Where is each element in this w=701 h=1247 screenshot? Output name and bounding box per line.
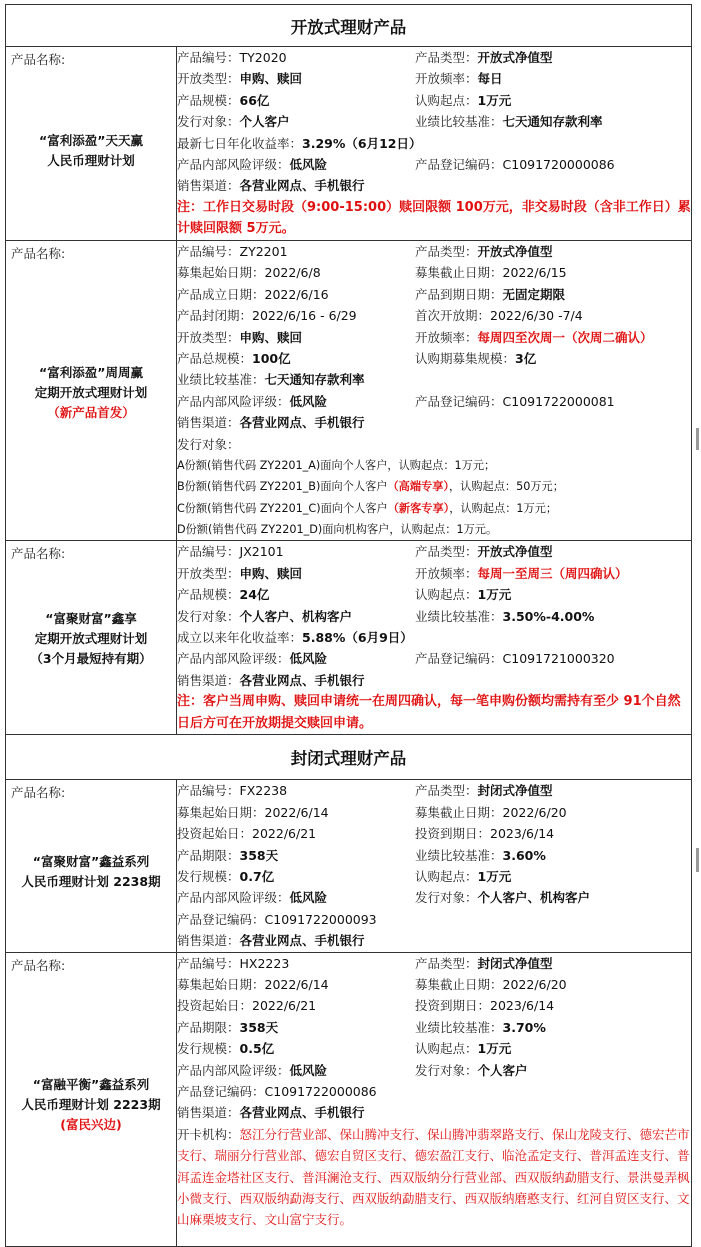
product-table [5,4,692,1247]
risk-value: 低风险 [289,393,328,409]
closed-value: 2022/6/16 - 6/29 [252,308,357,324]
product-note: 注：工作日交易时段（9:00-15:00）赎回限额 100万元，非交易时段（含非工作日）累计赎回限额 5万元。 [177,199,691,237]
product-note: 注：客户当周申购、赎回申请统一在周四确认，每一笔申购份额均需持有至少 91个自然日后方可在开放期提交赎回申请。 [177,694,681,731]
code-value: TY2020 [239,50,287,65]
raise-start-value: 2022/6/14 [264,976,329,992]
closed-label: 产品封闭期： [177,308,253,324]
raise-start-label: 募集起始日期： [177,976,265,992]
min-label: 认购起点： [415,869,478,885]
open-type-label: 开放类型： [177,329,240,345]
reg-label: 产品登记编码： [415,393,503,409]
reg-value: C1091722000093 [264,911,377,927]
freq-value: 每周一至周三（周四确认） [477,565,628,581]
invest-start-value: 2022/6/21 [252,998,317,1014]
invest-end-label: 投资到期日： [415,826,491,842]
reg-value: C1091722000081 [502,393,615,409]
scale-value: 0.7亿 [239,869,275,885]
product-name-line: 人民币理财计划 2223期 [21,1096,161,1112]
open-type-value: 申购、赎回 [239,565,303,581]
open-type-value: 申购、赎回 [239,329,303,345]
raise-end-label: 募集截止日期： [415,265,503,281]
code-value: HX2223 [239,955,290,971]
setup-value: 2022/6/16 [264,286,329,302]
min-label: 认购起点： [415,92,478,108]
code-label: 产品编号： [177,244,240,259]
bench-value: 七天通知存款利率 [264,372,365,388]
min-value: 1万元 [477,587,512,603]
freq-label: 开放频率： [415,565,478,581]
channel-value: 各营业网点、手机银行 [239,933,365,949]
product-name-line: （3个月最短持有期） [30,651,152,667]
product-info-cell [177,47,692,241]
open-type-label: 开放类型： [177,565,240,581]
risk-value: 低风险 [289,1062,328,1078]
product-name-cell [6,241,177,541]
product-name-label: 产品名称: [11,52,66,67]
raise-start-label: 募集起始日期： [177,265,265,281]
freq-label: 开放频率： [415,329,478,345]
product-name-cell [6,541,177,735]
share-text: ，认购起点：1万元； [449,501,558,515]
type-label: 产品类型： [415,544,478,560]
product-row-p4 [6,780,692,952]
target-value: 个人客户 [239,114,290,130]
code-label: 产品编号： [177,783,240,799]
period-scale-value: 3亿 [515,350,537,366]
term-label: 产品期限： [177,847,240,863]
bench-label: 业绩比较基准： [177,372,265,388]
scale-value: 24亿 [239,587,270,603]
yield-label: 最新七日年化收益率： [177,135,303,151]
type-label: 产品类型： [415,783,478,799]
code-label: 产品编号： [177,50,240,65]
scale-label: 产品总规模： [177,350,253,366]
code-label: 产品编号： [177,544,240,560]
freq-value: 每周四至次周一（次周二确认） [477,329,653,345]
product-name-line: “富利添盈”天天赢 [39,133,143,148]
reg-value: C1091722000086 [264,1083,377,1099]
share-text: D份额(销售代码 ZY2201_D)面向机构客户，认购起点：1万元。 [177,523,498,537]
product-name-line: 定期开放式理财计划 [34,385,148,400]
code-value: FX2238 [239,783,288,799]
term-value: 358天 [239,1019,279,1035]
type-label: 产品类型： [415,244,478,259]
target-label: 发行对象： [177,436,240,452]
product-name-label: 产品名称: [11,785,66,801]
raise-start-value: 2022/6/14 [264,804,329,820]
reg-label: 产品登记编码： [177,1083,265,1099]
expire-value: 无固定期限 [502,286,566,302]
freq-label: 开放频率： [415,71,478,87]
scale-value: 66亿 [239,92,270,108]
bench-value: 3.50%-4.00% [502,608,595,624]
target-label: 发行对象： [177,608,240,624]
type-value: 封闭式净值型 [477,955,553,971]
product-name-tag: （新产品首发） [47,405,135,420]
product-name [6,609,176,669]
target-value: 个人客户、机构客户 [239,608,353,624]
bench-value: 3.60% [502,847,546,863]
reg-label: 产品登记编码： [415,651,503,667]
share-line [177,498,691,519]
channel-label: 销售渠道： [177,672,240,688]
reg-value: C1091720000086 [502,156,615,172]
channel-label: 销售渠道： [177,178,240,194]
term-value: 358天 [239,847,279,863]
share-text: A份额(销售代码 ZY2201_A)面向个人客户，认购起点：1万元； [177,458,496,472]
risk-label: 产品内部风险评级： [177,393,290,409]
product-name-line: 人民币理财计划 [47,153,135,168]
first-open-value: 2022/6/30 -7/4 [490,308,583,324]
product-name-label: 产品名称: [11,246,66,261]
type-value: 开放式净值型 [477,50,553,65]
product-info-cell [177,780,692,952]
branch-values: 怒江分行营业部、保山腾冲支行、保山腾冲翡翠路支行、保山龙陵支行、德宏芒市支行、瑞丽分行营业部、德宏自贸区支行、德宏盈江支行、临沧孟定支行、普洱孟连支行、普洱孟连金塔社区支行、普洱澜沧支行、西双版纳分行营业部、西双版纳勐腊支行、景洪曼弄枫小微支行、西双版纳勐海支行、西双版纳勐腊支行、西双版纳磨憨支行、红河自贸区支行、文山麻栗坡支行、文山富宁支行。 [177,1126,690,1228]
reg-label: 产品登记编码： [415,156,503,172]
risk-value: 低风险 [289,156,328,172]
scale-value: 0.5亿 [239,1041,275,1057]
raise-end-value: 2022/6/15 [502,265,567,281]
product-name-cell [6,47,177,241]
freq-value: 每日 [477,71,503,87]
product-name-line: “富聚财富”鑫益系列 [32,854,150,870]
min-value: 1万元 [477,1041,512,1057]
raise-start-label: 募集起始日期： [177,804,265,820]
bench-label: 业绩比较基准： [415,114,503,130]
product-row-p2 [6,241,692,541]
product-name-cell [6,952,177,1246]
scale-label: 发行规模： [177,869,240,885]
product-row-p1 [6,47,692,241]
reg-label: 产品登记编码： [177,911,265,927]
channel-label: 销售渠道： [177,415,240,431]
bench-label: 业绩比较基准： [415,1019,503,1035]
share-tag: （新客专享） [387,501,450,515]
product-name-line: 定期开放式理财计划 [34,631,148,647]
invest-end-value: 2023/6/14 [490,998,555,1014]
bench-label: 业绩比较基准： [415,847,503,863]
invest-end-label: 投资到期日： [415,998,491,1014]
product-name-line: “富聚财富”鑫享 [45,611,137,627]
section-title-open: 开放式理财产品 [6,5,692,47]
product-info-cell [177,952,692,1246]
risk-label: 产品内部风险评级： [177,890,290,906]
risk-label: 产品内部风险评级： [177,1062,290,1078]
target-value: 个人客户、机构客户 [477,890,591,906]
min-label: 认购起点： [415,1041,478,1057]
type-value: 开放式净值型 [477,544,553,560]
invest-end-value: 2023/6/14 [490,826,555,842]
share-text: C份额(销售代码 ZY2201_C)面向个人客户 [177,501,388,515]
type-value: 开放式净值型 [477,244,553,259]
min-value: 1万元 [477,869,512,885]
raise-end-value: 2022/6/20 [502,804,567,820]
invest-start-label: 投资起始日： [177,826,253,842]
setup-label: 产品成立日期： [177,286,265,302]
target-label: 发行对象： [415,1062,478,1078]
raise-end-label: 募集截止日期： [415,804,503,820]
open-type-value: 申购、赎回 [239,71,303,87]
invest-start-label: 投资起始日： [177,998,253,1014]
open-type-label: 开放类型： [177,71,240,87]
min-value: 1万元 [477,92,512,108]
raise-end-value: 2022/6/20 [502,976,567,992]
code-label: 产品编号： [177,955,240,971]
product-row-p5 [6,952,692,1246]
type-label: 产品类型： [415,50,478,65]
risk-label: 产品内部风险评级： [177,156,290,172]
target-value: 个人客户 [477,1062,528,1078]
branch-label: 开卡机构： [177,1126,240,1142]
bench-value: 七天通知存款利率 [502,114,603,130]
yield-label: 成立以来年化收益率： [177,630,303,646]
share-tag: （高端专享） [387,480,449,494]
type-value: 封闭式净值型 [477,783,553,799]
scale-value: 100亿 [252,350,291,366]
product-table-document [5,4,691,1247]
product-name [6,131,176,171]
product-name [6,1075,176,1135]
scale-label: 产品规模： [177,587,240,603]
product-name [6,852,176,892]
bench-label: 业绩比较基准： [415,608,503,624]
channel-value: 各营业网点、手机银行 [239,1105,365,1121]
risk-label: 产品内部风险评级： [177,651,290,667]
bench-value: 3.70% [502,1019,546,1035]
product-name-label: 产品名称: [11,957,66,973]
product-info-cell [177,241,692,541]
expire-label: 产品到期日期： [415,286,503,302]
share-line [177,519,691,540]
channel-value: 各营业网点、手机银行 [239,672,365,688]
share-line [177,476,691,497]
channel-label: 销售渠道： [177,1105,240,1121]
first-open-label: 首次开放期： [415,308,491,324]
product-name-label: 产品名称: [11,546,66,562]
product-name-line: “富融平衡”鑫益系列 [32,1076,150,1092]
share-line [177,455,691,476]
product-info-cell [177,541,692,735]
risk-value: 低风险 [289,890,328,906]
min-label: 认购起点： [415,587,478,603]
scroll-marker [696,848,699,872]
yield-value: 5.88%（6月9日） [302,630,413,646]
reg-value: C1091721000320 [502,651,615,667]
code-value: JX2101 [239,544,284,560]
scale-label: 产品规模： [177,92,240,108]
product-name-line: 人民币理财计划 2238期 [21,874,161,890]
product-row-p3 [6,541,692,735]
scale-label: 发行规模： [177,1041,240,1057]
term-label: 产品期限： [177,1019,240,1035]
section-title-closed: 封闭式理财产品 [6,735,692,780]
raise-start-value: 2022/6/8 [264,265,321,281]
share-text: B份额(销售代码 ZY2201_B)面向个人客户 [177,480,388,494]
scroll-marker [696,428,699,450]
product-name [6,363,176,423]
yield-value: 3.29%（6月12日） [302,135,422,151]
channel-value: 各营业网点、手机银行 [239,178,365,194]
product-name-line: “富利添盈”周周赢 [39,365,143,380]
product-name-cell [6,780,177,952]
channel-value: 各营业网点、手机银行 [239,415,365,431]
type-label: 产品类型： [415,955,478,971]
share-text: ，认购起点：50万元； [448,480,564,494]
branch-list [177,1124,691,1231]
product-name-tag: (富民兴边) [60,1116,122,1132]
target-label: 发行对象： [415,890,478,906]
invest-start-value: 2022/6/21 [252,826,317,842]
risk-value: 低风险 [289,651,328,667]
code-value: ZY2201 [239,244,288,259]
period-scale-label: 认购期募集规模： [415,350,516,366]
raise-end-label: 募集截止日期： [415,976,503,992]
target-label: 发行对象： [177,114,240,130]
channel-label: 销售渠道： [177,933,240,949]
